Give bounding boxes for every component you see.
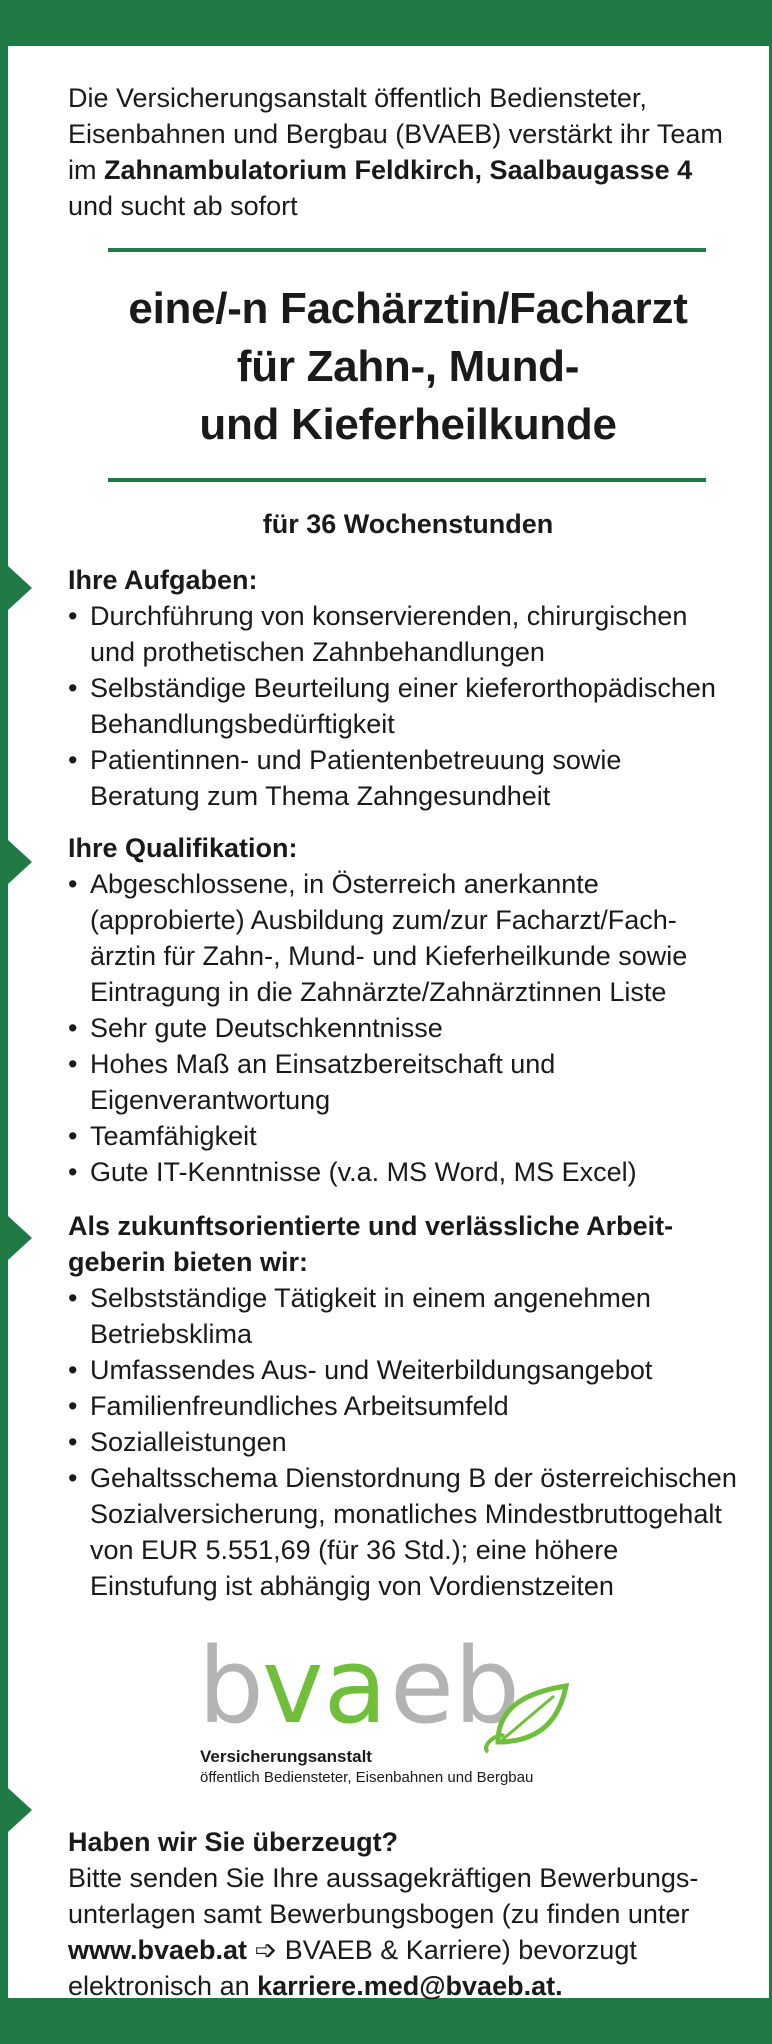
list-item-line: von EUR 5.551,69 (für 36 Std.); eine höhere bbox=[90, 1535, 619, 1565]
qualification-section bbox=[68, 830, 768, 1190]
list-item bbox=[68, 1010, 768, 1046]
intro-line: Die Versicherungsanstalt öffentlich Bediensteter, bbox=[68, 83, 647, 113]
list-item bbox=[68, 1388, 768, 1424]
divider bbox=[108, 248, 706, 252]
website-link[interactable]: www.bvaeb.at bbox=[68, 1935, 248, 1965]
list-item bbox=[68, 1424, 768, 1460]
list-item-line: • Gehaltsschema Dienstordnung B der österreichischen bbox=[90, 1463, 737, 1493]
section-heading: Ihre Qualifikation: bbox=[68, 833, 298, 863]
list-item-line: (approbierte) Ausbildung zum/zur Facharzt/Fach- bbox=[90, 905, 677, 935]
list-item-line: und prothetischen Zahnbehandlungen bbox=[90, 637, 545, 667]
job-title-line: für Zahn-, Mund- bbox=[236, 342, 580, 391]
qualification-list bbox=[68, 866, 768, 1190]
section-heading-line: geberin bieten wir: bbox=[68, 1247, 309, 1277]
logo-wordmark bbox=[198, 1625, 520, 1747]
list-item-line: Eintragung in die Zahnärzte/Zahnärztinnen Liste bbox=[90, 977, 667, 1007]
offer-section bbox=[68, 1208, 768, 1604]
list-item-line: Beratung zum Thema Zahngesundheit bbox=[90, 781, 551, 811]
application-info bbox=[68, 1824, 768, 2004]
logo-letters-va: va bbox=[262, 1625, 388, 1747]
ad-content bbox=[68, 80, 768, 2004]
list-item-line: • Abgeschlossene, in Österreich anerkannte bbox=[90, 869, 599, 899]
cta-heading: Haben wir Sie überzeugt? bbox=[68, 1827, 399, 1857]
logo-letters-eb: eb bbox=[390, 1625, 520, 1747]
list-item bbox=[68, 1046, 768, 1118]
list-item-line: • Selbstständige Tätigkeit in einem angenehmen bbox=[90, 1283, 651, 1313]
list-item bbox=[68, 1352, 768, 1388]
list-item-line: ärztin für Zahn-, Mund- und Kieferheilkunde sowie bbox=[90, 941, 688, 971]
divider bbox=[108, 478, 706, 482]
list-item bbox=[68, 598, 768, 670]
list-item-line: Behandlungsbedürftigkeit bbox=[90, 709, 395, 739]
section-heading-line: Als zukunftsorientierte und verlässliche Arbeit- bbox=[68, 1211, 674, 1241]
list-item-line: • Gute IT-Kenntnisse (v.a. MS Word, MS Excel) bbox=[90, 1157, 637, 1187]
intro-line bbox=[68, 152, 768, 188]
list-item-line: • Sozialleistungen bbox=[90, 1427, 287, 1457]
logo-subtitle-bold: Versicherungsanstalt bbox=[200, 1747, 372, 1766]
cta-line bbox=[68, 1932, 768, 1968]
section-arrow-icon bbox=[8, 1216, 32, 1260]
list-item-line: • Familienfreundliches Arbeitsumfeld bbox=[90, 1391, 509, 1421]
job-ad-sheet bbox=[8, 46, 769, 2001]
working-hours: für 36 Wochenstunden bbox=[262, 509, 554, 539]
intro-line: und sucht ab sofort bbox=[68, 191, 298, 221]
section-arrow-icon bbox=[8, 1788, 32, 1832]
job-title bbox=[68, 280, 748, 454]
logo-subtitle: öffentlich Bediensteter, Eisenbahnen und Bergbau bbox=[200, 1769, 534, 1786]
list-item-line: • Hohes Maß an Einsatzbereitschaft und bbox=[90, 1049, 556, 1079]
list-item bbox=[68, 866, 768, 1010]
list-item-line: • Sehr gute Deutschkenntnisse bbox=[90, 1013, 443, 1043]
tasks-section bbox=[68, 562, 768, 814]
cta-line bbox=[68, 1968, 768, 2004]
list-item bbox=[68, 742, 768, 814]
job-title-line: eine/-n Fachärztin/Facharzt bbox=[128, 284, 688, 333]
logo-letters-b: b bbox=[198, 1625, 265, 1747]
location: Zahnambulatorium Feldkirch, Saalbaugasse 4 bbox=[104, 155, 693, 185]
intro-prefix: im bbox=[68, 155, 104, 185]
list-item-line: • Patientinnen- und Patientenbetreuung sowie bbox=[90, 745, 622, 775]
list-item bbox=[68, 1154, 768, 1190]
tasks-list bbox=[68, 598, 768, 814]
list-item-line: Betriebsklima bbox=[90, 1319, 253, 1349]
list-item bbox=[68, 670, 768, 742]
list-item-line: • Selbständige Beurteilung einer kieferorthopädischen bbox=[90, 673, 716, 703]
list-item bbox=[68, 1280, 768, 1352]
cta-text: BVAEB & Karriere) bevorzugt bbox=[277, 1935, 637, 1965]
bvaeb-logo-graphic bbox=[198, 1624, 598, 1794]
list-item-line: Sozialversicherung, monatliches Mindestbruttogehalt bbox=[90, 1499, 722, 1529]
cta-line: unterlagen samt Bewerbungsbogen (zu finden unter bbox=[68, 1899, 690, 1929]
section-heading bbox=[68, 1208, 768, 1280]
list-item-line: • Durchführung von konservierenden, chirurgischen bbox=[90, 601, 688, 631]
intro-text bbox=[68, 80, 768, 224]
job-title-line: und Kieferheilkunde bbox=[199, 400, 617, 449]
intro-line: Eisenbahnen und Bergbau (BVAEB) verstärkt ihr Team bbox=[68, 119, 723, 149]
arrow-right-icon: ➩ bbox=[254, 1935, 278, 1965]
section-heading: Ihre Aufgaben: bbox=[68, 565, 258, 595]
list-item-line: • Umfassendes Aus- und Weiterbildungsangebot bbox=[90, 1355, 653, 1385]
offer-list bbox=[68, 1280, 768, 1604]
list-item-line: Eigenverantwortung bbox=[90, 1085, 331, 1115]
cta-line: Bitte senden Sie Ihre aussagekräftigen Bewerbungs- bbox=[68, 1863, 699, 1893]
list-item bbox=[68, 1460, 768, 1604]
list-item-line: Einstufung ist abhängig von Vordienstzeiten bbox=[90, 1571, 614, 1601]
list-item bbox=[68, 1118, 768, 1154]
email-link[interactable]: karriere.med@bvaeb.at. bbox=[257, 1971, 563, 2001]
cta-text: elektronisch an bbox=[68, 1971, 258, 2001]
list-item-line: • Teamfähigkeit bbox=[90, 1121, 257, 1151]
bvaeb-logo bbox=[68, 1624, 768, 1814]
section-arrow-icon bbox=[8, 566, 32, 610]
section-arrow-icon bbox=[8, 840, 32, 884]
